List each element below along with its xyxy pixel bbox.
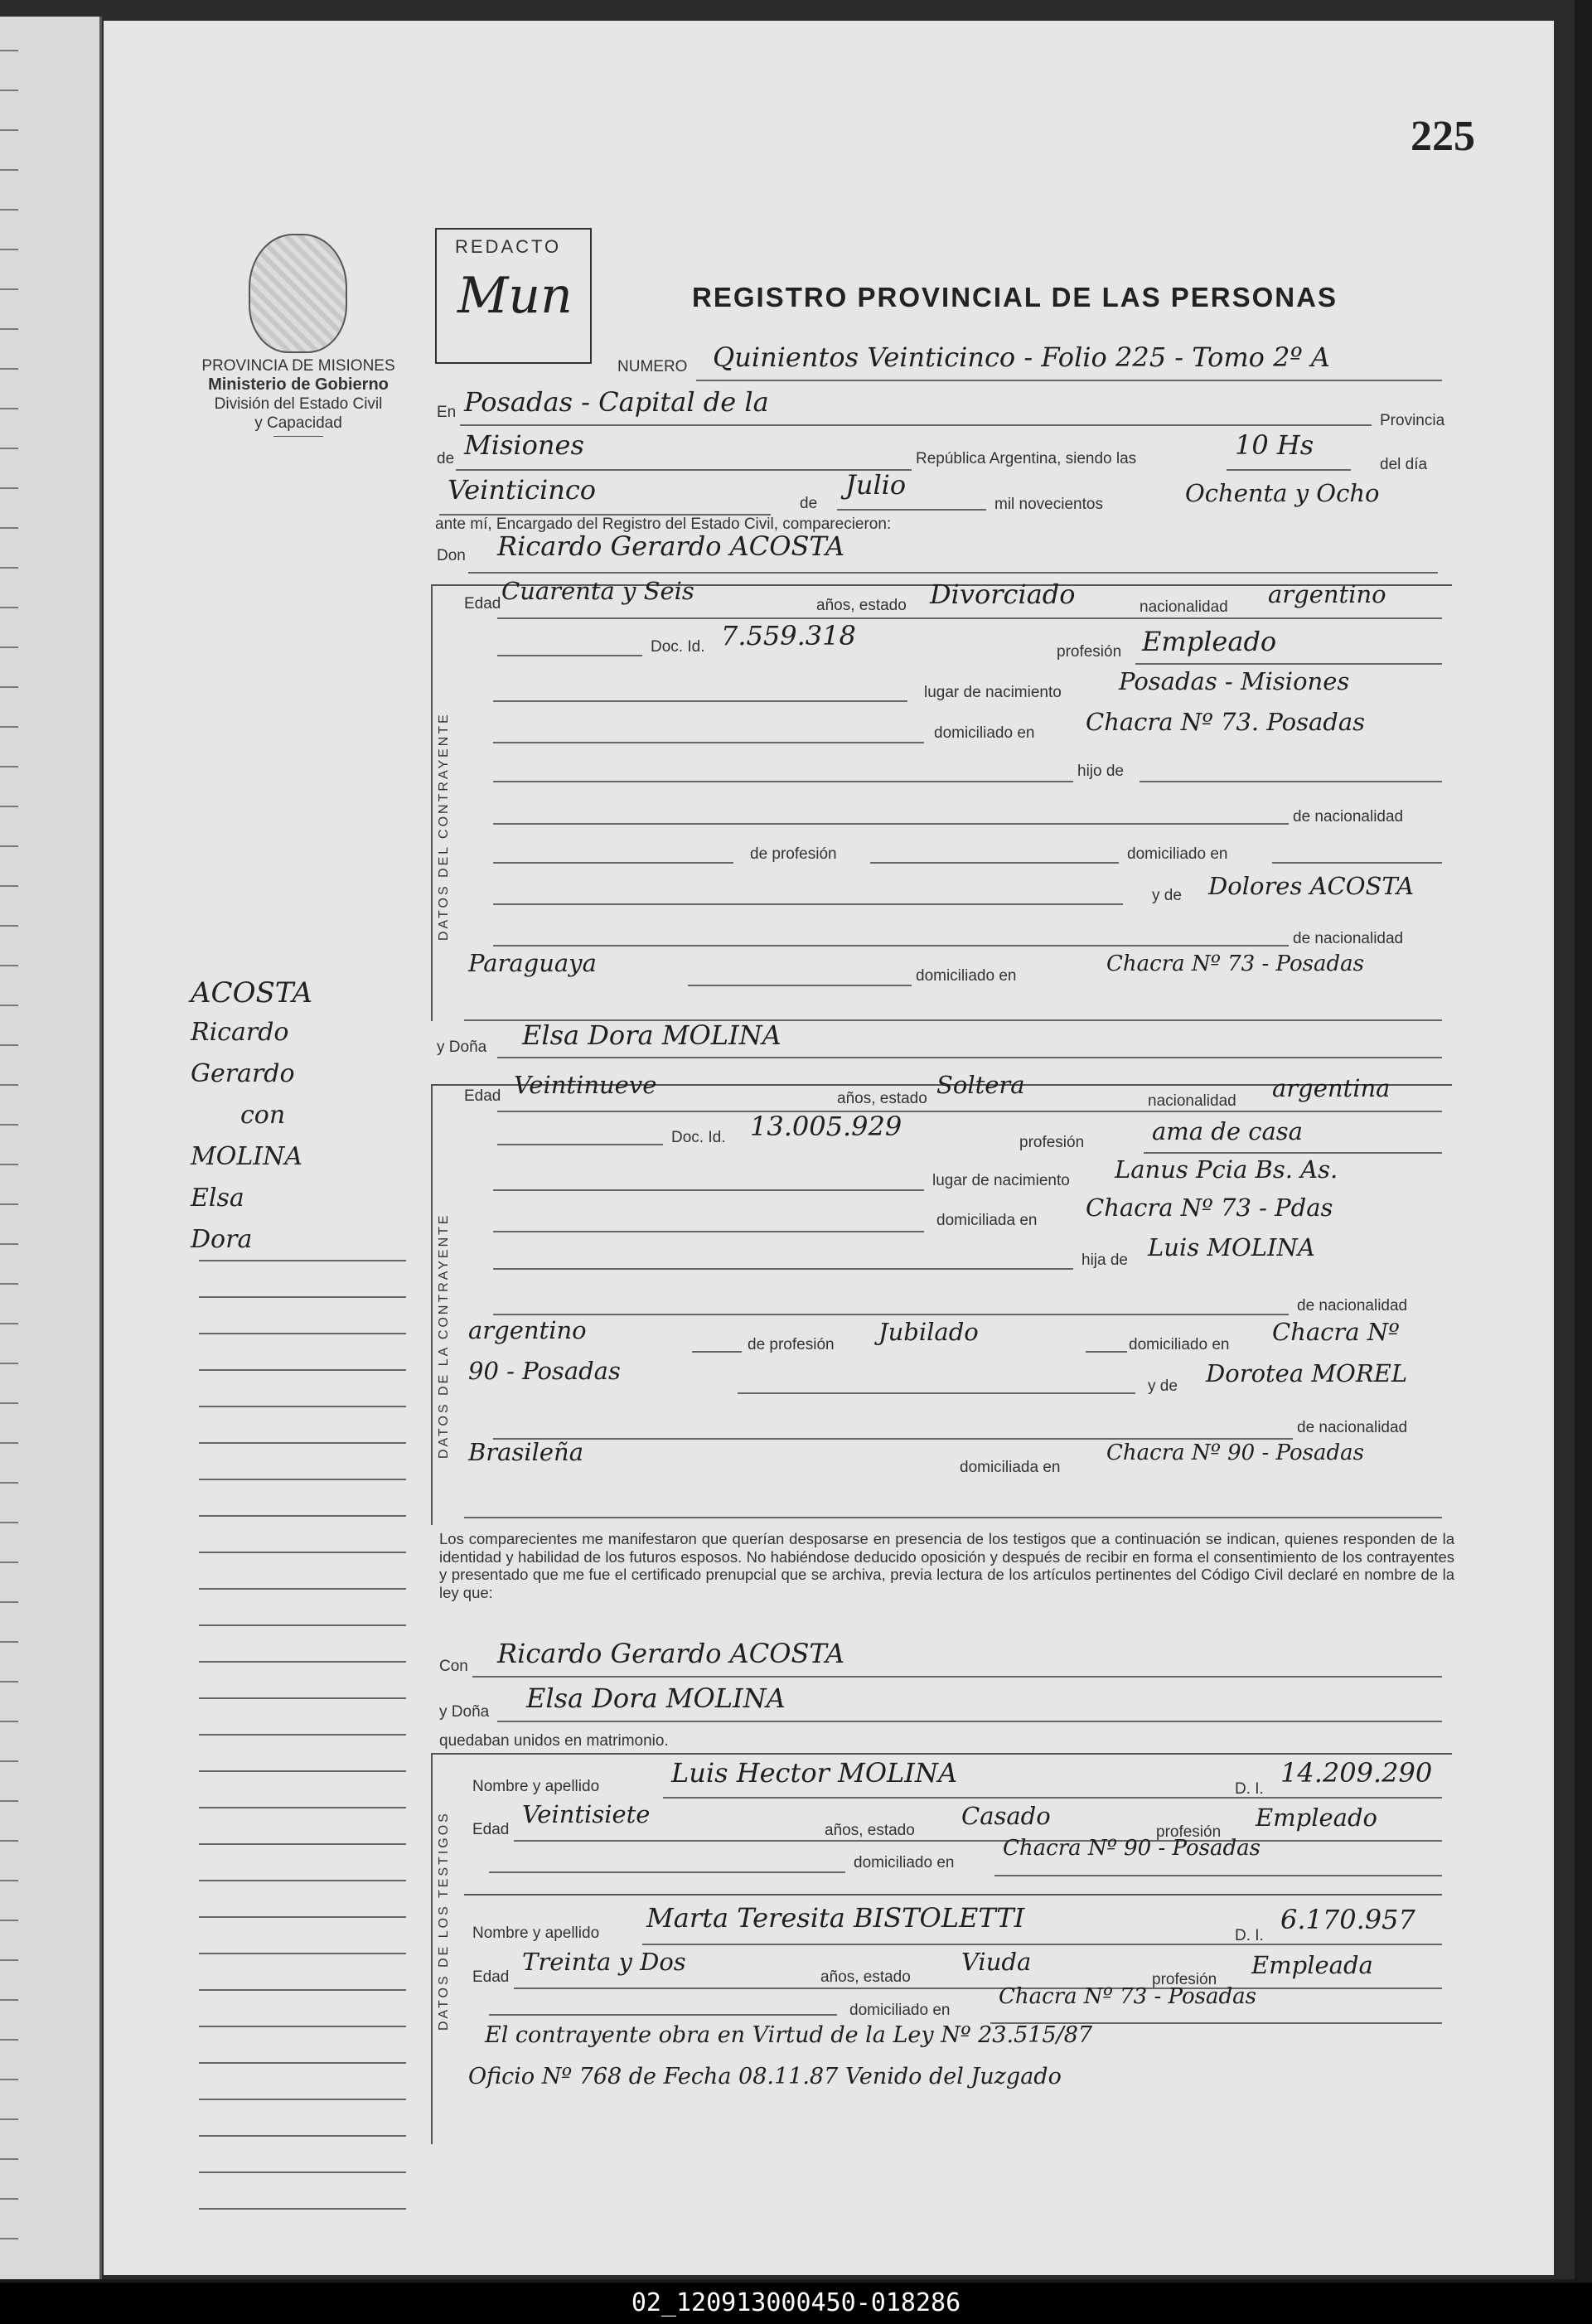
page-edge-rule bbox=[0, 1402, 18, 1404]
prof-line bbox=[870, 862, 1119, 864]
edad-label-f: Edad bbox=[464, 1087, 501, 1105]
madre-pre-line-f bbox=[738, 1392, 1135, 1394]
margin-rule bbox=[199, 1624, 406, 1626]
de-profesion-label-f: de profesión bbox=[748, 1336, 835, 1353]
margin-note-line: Elsa bbox=[191, 1184, 244, 1213]
page-edge-rule bbox=[0, 249, 18, 250]
de-mes-label: de bbox=[800, 495, 818, 512]
t1-edad-line bbox=[514, 1840, 1442, 1842]
page-edge-rule bbox=[0, 1999, 18, 2001]
t1-edad-label: Edad bbox=[472, 1821, 510, 1838]
margin-rule bbox=[199, 1406, 406, 1407]
t1-dom-line bbox=[994, 1875, 1442, 1876]
t1-dom-pre-line bbox=[489, 1871, 845, 1873]
page-edge-rule bbox=[0, 1601, 18, 1603]
numero-value: Quinientos Veinticinco - Folio 225 - Tomo 2º A bbox=[713, 341, 1330, 373]
margin-note-line: ACOSTA bbox=[191, 976, 313, 1009]
profesion-label: profesión bbox=[1057, 643, 1122, 661]
nac-pre-line bbox=[493, 823, 1289, 825]
numero-label: NUMERO bbox=[617, 358, 688, 375]
anio-value: Ochenta y Ocho bbox=[1185, 479, 1380, 507]
prof-pre-line bbox=[493, 862, 733, 864]
page-edge-rule bbox=[0, 1164, 18, 1165]
de-value: Misiones bbox=[464, 429, 584, 461]
margin-note-line: Dora bbox=[191, 1225, 253, 1254]
profesion-value: Empleado bbox=[1142, 626, 1277, 657]
page-edge-rule bbox=[0, 408, 18, 409]
doc-pre-line bbox=[497, 655, 642, 656]
t1-nombre-label: Nombre y apellido bbox=[472, 1778, 600, 1795]
t2-profesion-value: Empleada bbox=[1251, 1951, 1373, 1979]
margin-note-line: MOLINA bbox=[191, 1142, 302, 1171]
madre-nac-pre-line-f bbox=[493, 1438, 1293, 1440]
dona-label: y Doña bbox=[437, 1039, 487, 1056]
de-nacionalidad-label-f: de nacionalidad bbox=[1297, 1297, 1408, 1315]
page-edge-rule bbox=[0, 607, 18, 608]
page-edge-rule bbox=[0, 806, 18, 807]
t2-nombre-value: Marta Teresita BISTOLETTI bbox=[646, 1902, 1025, 1934]
mes-value: Julio bbox=[845, 469, 907, 501]
lugar-pre-line bbox=[493, 700, 907, 702]
republica-text: República Argentina, siendo las bbox=[916, 450, 1137, 467]
t2-domicilio-value: Chacra Nº 73 - Posadas bbox=[999, 1984, 1256, 2009]
domicilio-pre-line bbox=[493, 742, 924, 743]
t2-profesion-label: profesión bbox=[1152, 1971, 1217, 1988]
ante-mi-text: ante mí, Encargado del Registro del Estado Civil, comparecieron: bbox=[435, 516, 892, 533]
profesion-line bbox=[1135, 663, 1442, 665]
margin-rule bbox=[199, 1296, 406, 1298]
madre-dom-value: Chacra Nº 73 - Posadas bbox=[1106, 951, 1364, 976]
page-edge-rule bbox=[0, 2238, 18, 2239]
de-nacionalidad-label: de nacionalidad bbox=[1293, 808, 1404, 826]
contrayente-f-side-label: DATOS DE LA CONTRAYENTE bbox=[437, 1213, 451, 1459]
t1-di-value: 14.209.290 bbox=[1280, 1757, 1433, 1789]
de-line bbox=[456, 469, 912, 471]
page-edge-rule bbox=[0, 925, 18, 927]
madre-dom-value-f: Chacra Nº 90 - Posadas bbox=[1106, 1440, 1364, 1465]
doc-value-f: 13.005.929 bbox=[750, 1111, 902, 1142]
anios-estado-label: años, estado bbox=[816, 597, 907, 614]
margin-rule bbox=[199, 2208, 406, 2210]
page-edge-rule bbox=[0, 1005, 18, 1006]
padre-prof-line bbox=[1086, 1351, 1127, 1353]
padre-nac-value: argentino bbox=[468, 1316, 587, 1344]
page-edge-rule bbox=[0, 2198, 18, 2200]
margin-rule bbox=[199, 1479, 406, 1480]
left-page-edge bbox=[0, 17, 102, 2279]
page-edge-rule bbox=[0, 487, 18, 489]
t1-profesion-value: Empleado bbox=[1256, 1804, 1377, 1832]
madre-nac-line bbox=[688, 985, 912, 986]
margin-rule bbox=[199, 1552, 406, 1553]
margin-note-line: con bbox=[240, 1101, 286, 1130]
page-edge-rule bbox=[0, 129, 18, 131]
nacionalidad-label: nacionalidad bbox=[1140, 598, 1228, 616]
domicilio-value: Chacra Nº 73. Posadas bbox=[1086, 708, 1366, 736]
hora-line bbox=[1227, 469, 1351, 471]
margin-rule bbox=[199, 1843, 406, 1845]
page-edge-rule bbox=[0, 328, 18, 330]
padre-value: Luis MOLINA bbox=[1148, 1233, 1315, 1261]
t1-nombre-value: Luis Hector MOLINA bbox=[671, 1757, 958, 1789]
page-title: REGISTRO PROVINCIAL DE LAS PERSONAS bbox=[692, 282, 1338, 312]
page-edge-rule bbox=[0, 1959, 18, 1961]
don-value: Ricardo Gerardo ACOSTA bbox=[497, 530, 845, 562]
page-edge-rule bbox=[0, 368, 18, 370]
page-edge-rule bbox=[0, 2079, 18, 2080]
dom-line bbox=[1272, 862, 1442, 864]
page-edge-rule bbox=[0, 726, 18, 728]
madre-nac-value-f: Brasileña bbox=[468, 1438, 584, 1466]
con-label: Con bbox=[439, 1658, 468, 1675]
con-value: Ricardo Gerardo ACOSTA bbox=[497, 1638, 845, 1669]
t2-di-label: D. I. bbox=[1235, 1927, 1264, 1944]
page-edge-rule bbox=[0, 1721, 18, 1722]
margin-rule bbox=[199, 1515, 406, 1517]
page-edge-rule bbox=[0, 646, 18, 648]
mil-label: mil novecientos bbox=[994, 496, 1103, 513]
en-label: En bbox=[437, 404, 457, 421]
agency-line4: y Capacidad bbox=[254, 414, 342, 432]
margin-note-line: Ricardo bbox=[191, 1018, 289, 1047]
t1-domicilio-value: Chacra Nº 90 - Posadas bbox=[1003, 1836, 1261, 1861]
margin-rule bbox=[199, 1989, 406, 1991]
margin-rule bbox=[199, 1734, 406, 1736]
agency-block bbox=[174, 356, 423, 437]
page-edge-rule bbox=[0, 1800, 18, 1802]
doc-pre-line-f bbox=[497, 1144, 663, 1145]
t1-edad-value: Veintisiete bbox=[522, 1800, 651, 1828]
de-nacionalidad-label-2: de nacionalidad bbox=[1293, 930, 1404, 947]
t2-nombre-label: Nombre y apellido bbox=[472, 1925, 600, 1942]
margin-rule bbox=[199, 1369, 406, 1371]
padre-prof-value: Jubilado bbox=[878, 1318, 979, 1346]
nacionalidad-value: argentino bbox=[1268, 580, 1386, 608]
coat-of-arms-icon bbox=[249, 234, 347, 353]
page-edge-rule bbox=[0, 1482, 18, 1484]
page-edge-rule bbox=[0, 2118, 18, 2120]
page-edge-rule bbox=[0, 1442, 18, 1444]
page-edge-rule bbox=[0, 1044, 18, 1046]
page-edge-rule bbox=[0, 1840, 18, 1842]
note-line-2: Oficio Nº 768 de Fecha 08.11.87 Venido del Juzgado bbox=[468, 2064, 1062, 2089]
y-dona-label: y Doña bbox=[439, 1703, 490, 1721]
edad-value-f: Veintinueve bbox=[514, 1071, 657, 1099]
margin-rule bbox=[199, 1916, 406, 1918]
agency-line3: División del Estado Civil bbox=[214, 395, 383, 413]
margin-rule bbox=[199, 2062, 406, 2064]
t2-anios-estado-label: años, estado bbox=[820, 1968, 911, 1986]
t1-estado-value: Casado bbox=[961, 1802, 1051, 1830]
page-edge-rule bbox=[0, 448, 18, 449]
lugar-value-f: Lanus Pcia Bs. As. bbox=[1115, 1155, 1338, 1184]
domiciliado-en-label-f: domiciliado en bbox=[1129, 1336, 1230, 1353]
profesion-label-f: profesión bbox=[1019, 1134, 1085, 1151]
madre-value-f: Dorotea MOREL bbox=[1206, 1359, 1408, 1387]
en-value: Posadas - Capital de la bbox=[464, 386, 769, 418]
page-edge-rule bbox=[0, 1561, 18, 1563]
madre-nac-pre-line bbox=[493, 945, 1289, 947]
profesion-value-f: ama de casa bbox=[1152, 1117, 1303, 1145]
margin-rule bbox=[199, 2099, 406, 2100]
t2-estado-value: Viuda bbox=[961, 1948, 1032, 1976]
yde-pre-line bbox=[493, 903, 1123, 905]
estado-value-f: Soltera bbox=[936, 1071, 1025, 1099]
scan-id-footer: 02_120913000450-018286 bbox=[0, 2283, 1592, 2324]
t1-domicilio-label: domiciliado en bbox=[854, 1854, 955, 1871]
page-edge-rule bbox=[0, 1243, 18, 1245]
del-dia-label: del día bbox=[1380, 456, 1428, 473]
doc-label: Doc. Id. bbox=[651, 638, 705, 656]
padre-dom-value-2: 90 - Posadas bbox=[468, 1357, 621, 1385]
nacionalidad-label-f: nacionalidad bbox=[1148, 1092, 1236, 1110]
mes-line bbox=[837, 509, 986, 511]
page-edge-rule bbox=[0, 1283, 18, 1285]
dona-value: Elsa Dora MOLINA bbox=[522, 1019, 781, 1051]
hija-label: hija de bbox=[1081, 1252, 1128, 1269]
margin-rule bbox=[199, 1807, 406, 1808]
page-edge-rule bbox=[0, 1641, 18, 1643]
quedaban-text: quedaban unidos en matrimonio. bbox=[439, 1732, 669, 1750]
page-edge-rule bbox=[0, 766, 18, 767]
nacionalidad-value-f: argentina bbox=[1272, 1074, 1391, 1102]
domiciliado-en-label: domiciliado en bbox=[1127, 845, 1228, 863]
domicilio-value-f: Chacra Nº 73 - Pdas bbox=[1086, 1193, 1333, 1222]
page-edge-rule bbox=[0, 1920, 18, 1921]
page-edge-rule bbox=[0, 686, 18, 688]
declaration-paragraph: Los comparecientes me manifestaron que querían desposarse en presencia de los testigos que a continuación se indican, quienes responden de la identidad y habilidad de los futuros esposos. No habiéndose deducido oposición y después de recibir en forma el consentimiento de los contrayentes y presentado que me fue el certificado prenupcial que se archiva, previa lectura de los artículos pertinentes del Código Civil declaré en nombre de la ley que: bbox=[439, 1530, 1454, 1601]
de-profesion-label: de profesión bbox=[750, 845, 837, 863]
page-edge-rule bbox=[0, 1203, 18, 1205]
edad-line-f bbox=[497, 1111, 1442, 1112]
page-edge-rule bbox=[0, 527, 18, 529]
numero-line bbox=[696, 380, 1442, 381]
hija-pre-line bbox=[493, 1268, 1073, 1270]
y-dona-line bbox=[497, 1721, 1442, 1722]
page-edge-rule bbox=[0, 209, 18, 211]
padre-nac-line bbox=[692, 1351, 742, 1353]
testigos-side-label: DATOS DE LOS TESTIGOS bbox=[437, 1811, 451, 2031]
page-edge-rule bbox=[0, 169, 18, 171]
t2-domicilio-label: domiciliado en bbox=[849, 2002, 951, 2019]
hijo-line bbox=[1140, 781, 1442, 782]
page-edge-rule bbox=[0, 885, 18, 887]
lugar-value: Posadas - Misiones bbox=[1119, 667, 1350, 695]
t1-profesion-label: profesión bbox=[1156, 1823, 1222, 1841]
page-edge-rule bbox=[0, 1522, 18, 1523]
stamp-signature: Mun bbox=[457, 267, 573, 325]
margin-rule bbox=[199, 1697, 406, 1699]
lugar-pre-line-f bbox=[493, 1189, 924, 1191]
page-edge-rule bbox=[0, 1760, 18, 1762]
dona-line bbox=[497, 1057, 1442, 1058]
lugar-label-f: lugar de nacimiento bbox=[932, 1172, 1070, 1189]
y-dona-value: Elsa Dora MOLINA bbox=[526, 1682, 786, 1714]
margin-rule bbox=[199, 2026, 406, 2027]
margin-rule bbox=[199, 1880, 406, 1881]
page-edge-rule bbox=[0, 50, 18, 51]
domicilio-label: domiciliado en bbox=[934, 724, 1035, 742]
margin-rule bbox=[199, 2135, 406, 2137]
section-close-line-f bbox=[464, 1517, 1442, 1518]
margin-rule bbox=[199, 1770, 406, 1772]
padre-nac-pre-line bbox=[493, 1314, 1289, 1315]
margin-rule bbox=[199, 1260, 406, 1261]
edad-label: Edad bbox=[464, 595, 501, 612]
hora-value: 10 Hs bbox=[1235, 429, 1314, 461]
page-edge-rule bbox=[0, 845, 18, 847]
en-line bbox=[460, 424, 1372, 426]
con-line bbox=[472, 1676, 1442, 1678]
page-edge-rule bbox=[0, 965, 18, 966]
doc-value: 7.559.318 bbox=[721, 620, 856, 651]
margin-rule bbox=[199, 1588, 406, 1590]
t1-nombre-line bbox=[663, 1797, 1442, 1799]
page-edge-rule bbox=[0, 1880, 18, 1881]
margin-rule bbox=[199, 1953, 406, 1954]
domiciliada-en-label: domiciliada en bbox=[960, 1459, 1061, 1476]
y-de-label-f: y de bbox=[1148, 1377, 1178, 1395]
t1-anios-estado-label: años, estado bbox=[825, 1822, 915, 1839]
page-edge-rule bbox=[0, 90, 18, 91]
testigos-divider bbox=[464, 1894, 1442, 1896]
domicilio-pre-line-f bbox=[493, 1231, 924, 1232]
doc-label-f: Doc. Id. bbox=[671, 1129, 726, 1146]
madre-value: Dolores ACOSTA bbox=[1208, 872, 1415, 900]
edad-value: Cuarenta y Seis bbox=[501, 577, 694, 605]
page-edge-rule bbox=[0, 1084, 18, 1086]
note-line-1: El contrayente obra en Virtud de la Ley Nº 23.515/87 bbox=[485, 2022, 1093, 2048]
t2-edad-value: Treinta y Dos bbox=[522, 1948, 686, 1976]
t2-edad-label: Edad bbox=[472, 1968, 510, 1986]
don-label: Don bbox=[437, 547, 466, 564]
margin-rule bbox=[199, 1661, 406, 1663]
edad-line bbox=[497, 617, 1442, 619]
don-line bbox=[468, 572, 1438, 574]
margin-rule bbox=[199, 1333, 406, 1334]
page-edge-rule bbox=[0, 1363, 18, 1364]
page-edge-rule bbox=[0, 1681, 18, 1682]
estado-value: Divorciado bbox=[930, 579, 1076, 610]
page-edge-rule bbox=[0, 1323, 18, 1324]
margin-rule bbox=[199, 2171, 406, 2173]
madre-nac-value: Paraguaya bbox=[468, 949, 597, 977]
t2-nombre-line bbox=[642, 1944, 1442, 1945]
profesion-line-f bbox=[1144, 1152, 1442, 1154]
contrayente-side-label: DATOS DEL CONTRAYENTE bbox=[437, 712, 451, 941]
stamp-label: REDACTO bbox=[455, 236, 562, 257]
margin-note-line: Gerardo bbox=[191, 1059, 295, 1088]
page-number: 225 bbox=[1411, 113, 1475, 160]
domiciliado-en-label-2: domiciliado en bbox=[916, 967, 1017, 985]
anios-estado-label-f: años, estado bbox=[837, 1090, 927, 1107]
page-edge-rule bbox=[0, 1124, 18, 1126]
de-nacionalidad-label-f-2: de nacionalidad bbox=[1297, 1419, 1408, 1436]
agency-line2: Ministerio de Gobierno bbox=[208, 375, 389, 394]
y-de-label: y de bbox=[1152, 887, 1182, 904]
redacto-stamp bbox=[435, 228, 592, 364]
page-edge-rule bbox=[0, 2039, 18, 2041]
lugar-label: lugar de nacimiento bbox=[924, 684, 1062, 701]
margin-rule bbox=[199, 1442, 406, 1444]
hijo-label: hijo de bbox=[1077, 763, 1124, 780]
page-edge-rule bbox=[0, 2158, 18, 2160]
page-edge-rule bbox=[0, 567, 18, 569]
provincia-label: Provincia bbox=[1380, 412, 1445, 429]
hijo-pre-line bbox=[493, 781, 1073, 782]
de-label: de bbox=[437, 450, 455, 467]
dia-value: Veinticinco bbox=[448, 474, 596, 506]
page-edge-rule bbox=[0, 288, 18, 290]
padre-dom-value: Chacra Nº bbox=[1272, 1318, 1400, 1346]
t1-di-label: D. I. bbox=[1235, 1780, 1264, 1798]
agency-divider bbox=[273, 436, 323, 437]
domicilio-label-f: domiciliada en bbox=[936, 1212, 1038, 1229]
t2-di-value: 6.170.957 bbox=[1280, 1904, 1415, 1935]
t2-edad-line bbox=[514, 1988, 1442, 1989]
agency-line1: PROVINCIA DE MISIONES bbox=[201, 357, 395, 375]
t2-dom-pre-line bbox=[489, 2014, 837, 2016]
